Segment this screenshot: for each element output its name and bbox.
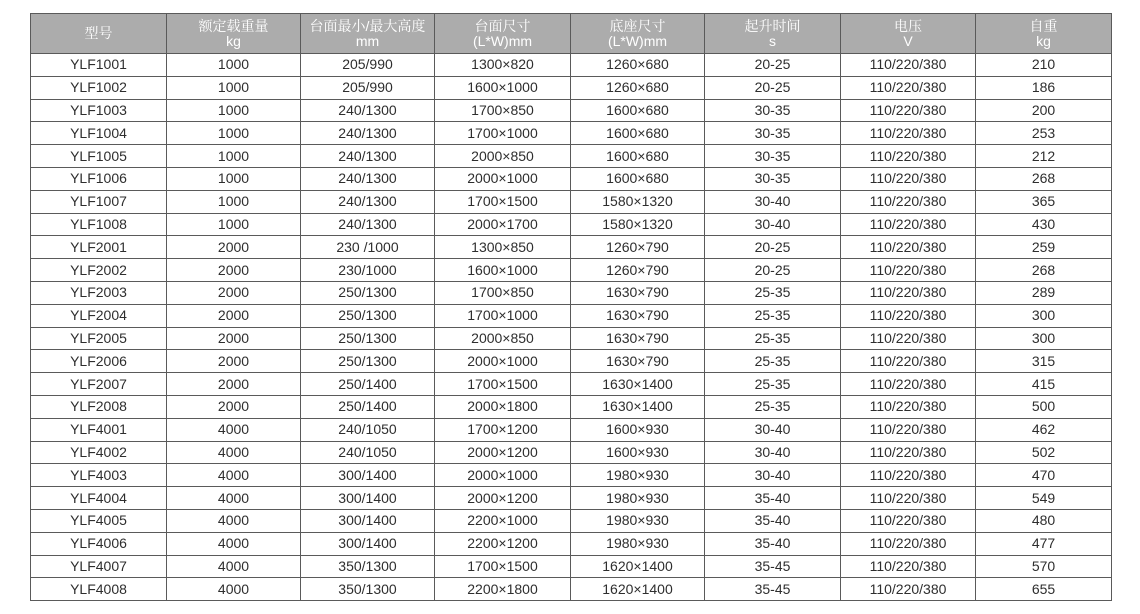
table-cell: 350/1300 bbox=[301, 555, 435, 578]
table-cell: 470 bbox=[976, 464, 1112, 487]
table-cell: 570 bbox=[976, 555, 1112, 578]
table-cell: 240/1050 bbox=[301, 441, 435, 464]
table-cell: 35-40 bbox=[705, 509, 841, 532]
table-cell: 240/1300 bbox=[301, 145, 435, 168]
spec-table bbox=[30, 13, 1112, 601]
table-cell: YLF1002 bbox=[31, 76, 167, 99]
table-cell: 110/220/380 bbox=[841, 54, 976, 77]
table-row bbox=[31, 259, 1112, 282]
table-cell: 4000 bbox=[167, 464, 301, 487]
table-cell: 110/220/380 bbox=[841, 350, 976, 373]
table-cell: 110/220/380 bbox=[841, 190, 976, 213]
table-row bbox=[31, 281, 1112, 304]
table-cell: 500 bbox=[976, 395, 1112, 418]
table-cell: 1000 bbox=[167, 122, 301, 145]
table-row bbox=[31, 99, 1112, 122]
table-cell: 2200×1200 bbox=[435, 532, 571, 555]
table-cell: 110/220/380 bbox=[841, 532, 976, 555]
table-cell: 4000 bbox=[167, 441, 301, 464]
table-cell: 25-35 bbox=[705, 281, 841, 304]
table-cell: 25-35 bbox=[705, 395, 841, 418]
table-row bbox=[31, 532, 1112, 555]
table-cell: 240/1300 bbox=[301, 167, 435, 190]
column-header-title: 电压 bbox=[894, 17, 922, 34]
table-cell: 2000 bbox=[167, 281, 301, 304]
table-row bbox=[31, 190, 1112, 213]
table-cell: 186 bbox=[976, 76, 1112, 99]
table-cell: 200 bbox=[976, 99, 1112, 122]
table-cell: 4000 bbox=[167, 487, 301, 510]
table-row bbox=[31, 555, 1112, 578]
column-header-unit: (L*W)mm bbox=[607, 32, 668, 49]
table-row bbox=[31, 145, 1112, 168]
table-cell: 1700×850 bbox=[435, 281, 571, 304]
table-cell: 1300×820 bbox=[435, 54, 571, 77]
table-cell: 1000 bbox=[167, 99, 301, 122]
table-cell: YLF4003 bbox=[31, 464, 167, 487]
table-cell: YLF1003 bbox=[31, 99, 167, 122]
table-cell: 1000 bbox=[167, 76, 301, 99]
table-cell: 1700×1000 bbox=[435, 122, 571, 145]
table-row bbox=[31, 76, 1112, 99]
table-row bbox=[31, 395, 1112, 418]
table-cell: YLF4004 bbox=[31, 487, 167, 510]
table-row bbox=[31, 304, 1112, 327]
table-cell: YLF1007 bbox=[31, 190, 167, 213]
table-cell: 1980×930 bbox=[571, 464, 705, 487]
table-cell: 1600×1000 bbox=[435, 76, 571, 99]
table-cell: 1620×1400 bbox=[571, 578, 705, 601]
table-cell: 250/1300 bbox=[301, 304, 435, 327]
table-cell: 25-35 bbox=[705, 350, 841, 373]
table-cell: YLF1004 bbox=[31, 122, 167, 145]
column-header bbox=[976, 14, 1112, 54]
table-cell: 250/1300 bbox=[301, 350, 435, 373]
table-cell: 1630×1400 bbox=[571, 373, 705, 396]
column-header-unit: V bbox=[903, 32, 913, 49]
table-cell: 1620×1400 bbox=[571, 555, 705, 578]
table-cell: 35-40 bbox=[705, 532, 841, 555]
table-cell: 35-45 bbox=[705, 555, 841, 578]
table-cell: 210 bbox=[976, 54, 1112, 77]
table-cell: 300 bbox=[976, 327, 1112, 350]
table-cell: 250/1300 bbox=[301, 327, 435, 350]
table-cell: 1700×1500 bbox=[435, 555, 571, 578]
table-cell: YLF2005 bbox=[31, 327, 167, 350]
table-cell: 268 bbox=[976, 259, 1112, 282]
table-cell: 655 bbox=[976, 578, 1112, 601]
table-cell: 240/1300 bbox=[301, 99, 435, 122]
column-header bbox=[705, 14, 841, 54]
table-row bbox=[31, 418, 1112, 441]
table-cell: 205/990 bbox=[301, 76, 435, 99]
table-cell: YLF1008 bbox=[31, 213, 167, 236]
table-cell: 30-40 bbox=[705, 418, 841, 441]
table-cell: 110/220/380 bbox=[841, 304, 976, 327]
table-cell: 30-35 bbox=[705, 99, 841, 122]
table-cell: 25-35 bbox=[705, 327, 841, 350]
table-cell: 2000 bbox=[167, 327, 301, 350]
table-cell: 1980×930 bbox=[571, 487, 705, 510]
table-cell: 1000 bbox=[167, 145, 301, 168]
table-cell: 1000 bbox=[167, 190, 301, 213]
table-cell: 1300×850 bbox=[435, 236, 571, 259]
table-cell: YLF1001 bbox=[31, 54, 167, 77]
table-cell: 2000 bbox=[167, 236, 301, 259]
table-cell: 300 bbox=[976, 304, 1112, 327]
table-cell: 2000 bbox=[167, 304, 301, 327]
table-cell: 25-35 bbox=[705, 373, 841, 396]
table-row bbox=[31, 350, 1112, 373]
table-cell: 240/1300 bbox=[301, 122, 435, 145]
table-cell: 4000 bbox=[167, 418, 301, 441]
column-header bbox=[31, 14, 167, 54]
table-cell: 289 bbox=[976, 281, 1112, 304]
table-cell: 2000 bbox=[167, 350, 301, 373]
column-header bbox=[435, 14, 571, 54]
table-cell: 1000 bbox=[167, 213, 301, 236]
table-cell: 502 bbox=[976, 441, 1112, 464]
table-cell: 1700×1500 bbox=[435, 373, 571, 396]
table-row bbox=[31, 54, 1112, 77]
table-cell: 250/1400 bbox=[301, 373, 435, 396]
table-cell: 110/220/380 bbox=[841, 395, 976, 418]
column-header-title: 额定载重量 bbox=[198, 17, 269, 34]
table-cell: YLF4005 bbox=[31, 509, 167, 532]
table-cell: 110/220/380 bbox=[841, 441, 976, 464]
table-row bbox=[31, 122, 1112, 145]
table-cell: 1600×680 bbox=[571, 99, 705, 122]
table-cell: 30-35 bbox=[705, 122, 841, 145]
table-cell: 1600×680 bbox=[571, 122, 705, 145]
column-header bbox=[301, 14, 435, 54]
table-cell: 110/220/380 bbox=[841, 327, 976, 350]
table-cell: 2000×1700 bbox=[435, 213, 571, 236]
table-cell: YLF4007 bbox=[31, 555, 167, 578]
table-cell: 110/220/380 bbox=[841, 122, 976, 145]
table-cell: YLF2003 bbox=[31, 281, 167, 304]
table-cell: 110/220/380 bbox=[841, 99, 976, 122]
table-cell: YLF2006 bbox=[31, 350, 167, 373]
table-cell: 250/1300 bbox=[301, 281, 435, 304]
table-cell: 240/1300 bbox=[301, 190, 435, 213]
table-cell: 1600×1000 bbox=[435, 259, 571, 282]
table-cell: 1580×1320 bbox=[571, 213, 705, 236]
table-cell: 480 bbox=[976, 509, 1112, 532]
table-cell: YLF2004 bbox=[31, 304, 167, 327]
table-cell: YLF2008 bbox=[31, 395, 167, 418]
table-cell: 350/1300 bbox=[301, 578, 435, 601]
table-cell: 110/220/380 bbox=[841, 281, 976, 304]
table-cell: 230 /1000 bbox=[301, 236, 435, 259]
table-cell: 300/1400 bbox=[301, 532, 435, 555]
table-cell: 35-45 bbox=[705, 578, 841, 601]
table-cell: 110/220/380 bbox=[841, 213, 976, 236]
table-cell: 1630×790 bbox=[571, 350, 705, 373]
table-cell: 2000×1000 bbox=[435, 350, 571, 373]
table-cell: YLF4006 bbox=[31, 532, 167, 555]
table-cell: 268 bbox=[976, 167, 1112, 190]
table-cell: 415 bbox=[976, 373, 1112, 396]
table-cell: 1980×930 bbox=[571, 532, 705, 555]
table-cell: 4000 bbox=[167, 509, 301, 532]
table-cell: YLF4002 bbox=[31, 441, 167, 464]
table-cell: 110/220/380 bbox=[841, 555, 976, 578]
table-cell: 2000 bbox=[167, 395, 301, 418]
column-header-unit: s bbox=[769, 32, 776, 49]
table-row bbox=[31, 464, 1112, 487]
table-cell: 2000×1800 bbox=[435, 395, 571, 418]
table-cell: 110/220/380 bbox=[841, 418, 976, 441]
table-cell: YLF1005 bbox=[31, 145, 167, 168]
table-cell: YLF4008 bbox=[31, 578, 167, 601]
table-cell: 110/220/380 bbox=[841, 236, 976, 259]
column-header-title: 型号 bbox=[84, 25, 113, 41]
table-cell: 2000×1000 bbox=[435, 167, 571, 190]
table-cell: 20-25 bbox=[705, 54, 841, 77]
table-cell: 1630×1400 bbox=[571, 395, 705, 418]
table-cell: 110/220/380 bbox=[841, 76, 976, 99]
column-header bbox=[841, 14, 976, 54]
table-cell: 1700×850 bbox=[435, 99, 571, 122]
table-cell: YLF1006 bbox=[31, 167, 167, 190]
table-cell: 30-35 bbox=[705, 167, 841, 190]
table-cell: 1260×680 bbox=[571, 54, 705, 77]
table-cell: 300/1400 bbox=[301, 509, 435, 532]
table-cell: 110/220/380 bbox=[841, 373, 976, 396]
table-cell: 110/220/380 bbox=[841, 487, 976, 510]
table-cell: 430 bbox=[976, 213, 1112, 236]
table-cell: 25-35 bbox=[705, 304, 841, 327]
table-cell: 30-35 bbox=[705, 145, 841, 168]
table-cell: 1630×790 bbox=[571, 304, 705, 327]
table-cell: 315 bbox=[976, 350, 1112, 373]
table-cell: 477 bbox=[976, 532, 1112, 555]
table-cell: 30-40 bbox=[705, 213, 841, 236]
table-row bbox=[31, 327, 1112, 350]
table-cell: 2200×1000 bbox=[435, 509, 571, 532]
table-cell: 110/220/380 bbox=[841, 259, 976, 282]
table-row bbox=[31, 167, 1112, 190]
table-row bbox=[31, 487, 1112, 510]
table-cell: 2000×1200 bbox=[435, 441, 571, 464]
table-cell: YLF4001 bbox=[31, 418, 167, 441]
table-cell: 240/1300 bbox=[301, 213, 435, 236]
column-header-unit: kg bbox=[1036, 32, 1051, 49]
table-cell: 259 bbox=[976, 236, 1112, 259]
table-cell: 1260×680 bbox=[571, 76, 705, 99]
table-cell: 230/1000 bbox=[301, 259, 435, 282]
table-cell: YLF2002 bbox=[31, 259, 167, 282]
column-header-unit: (L*W)mm bbox=[472, 32, 533, 49]
table-cell: 2000 bbox=[167, 373, 301, 396]
table-cell: 1580×1320 bbox=[571, 190, 705, 213]
table-cell: 2000×850 bbox=[435, 327, 571, 350]
table-cell: 110/220/380 bbox=[841, 578, 976, 601]
table-cell: 300/1400 bbox=[301, 464, 435, 487]
table-cell: 1630×790 bbox=[571, 327, 705, 350]
table-cell: 1700×1000 bbox=[435, 304, 571, 327]
table-cell: 240/1050 bbox=[301, 418, 435, 441]
table-cell: 110/220/380 bbox=[841, 145, 976, 168]
table-cell: 110/220/380 bbox=[841, 167, 976, 190]
table-cell: YLF2001 bbox=[31, 236, 167, 259]
table-cell: 1000 bbox=[167, 167, 301, 190]
table-cell: 205/990 bbox=[301, 54, 435, 77]
header-row bbox=[31, 14, 1112, 54]
table-cell: 1260×790 bbox=[571, 236, 705, 259]
table-cell: 20-25 bbox=[705, 259, 841, 282]
table-cell: 2000×1000 bbox=[435, 464, 571, 487]
table-cell: 30-40 bbox=[705, 190, 841, 213]
table-cell: 2200×1800 bbox=[435, 578, 571, 601]
column-header-title: 起升时间 bbox=[744, 17, 801, 34]
table-row bbox=[31, 213, 1112, 236]
table-cell: 2000×850 bbox=[435, 145, 571, 168]
table-cell: 253 bbox=[976, 122, 1112, 145]
table-row bbox=[31, 441, 1112, 464]
table-cell: 1600×680 bbox=[571, 145, 705, 168]
table-cell: 1600×930 bbox=[571, 441, 705, 464]
table-cell: 1700×1500 bbox=[435, 190, 571, 213]
table-cell: 1630×790 bbox=[571, 281, 705, 304]
table-cell: 1700×1200 bbox=[435, 418, 571, 441]
column-header-title: 自重 bbox=[1029, 17, 1058, 34]
column-header bbox=[167, 14, 301, 54]
table-cell: YLF2007 bbox=[31, 373, 167, 396]
table-cell: 35-40 bbox=[705, 487, 841, 510]
table-cell: 549 bbox=[976, 487, 1112, 510]
table-cell: 1600×930 bbox=[571, 418, 705, 441]
table-cell: 2000×1200 bbox=[435, 487, 571, 510]
table-cell: 300/1400 bbox=[301, 487, 435, 510]
table-cell: 365 bbox=[976, 190, 1112, 213]
table-cell: 20-25 bbox=[705, 76, 841, 99]
column-header-title: 台面最小/最大高度 bbox=[309, 17, 426, 34]
column-header bbox=[571, 14, 705, 54]
table-cell: 212 bbox=[976, 145, 1112, 168]
table-row bbox=[31, 509, 1112, 532]
table-cell: 110/220/380 bbox=[841, 509, 976, 532]
table-body bbox=[31, 54, 1112, 601]
column-header-unit: mm bbox=[355, 32, 380, 49]
table-cell: 250/1400 bbox=[301, 395, 435, 418]
column-header-unit: kg bbox=[226, 32, 241, 49]
table-row bbox=[31, 373, 1112, 396]
table-cell: 4000 bbox=[167, 578, 301, 601]
table-cell: 1980×930 bbox=[571, 509, 705, 532]
table-cell: 462 bbox=[976, 418, 1112, 441]
column-header-title: 台面尺寸 bbox=[474, 17, 531, 34]
table-cell: 4000 bbox=[167, 555, 301, 578]
table-row bbox=[31, 578, 1112, 601]
table-cell: 1000 bbox=[167, 54, 301, 77]
table-cell: 20-25 bbox=[705, 236, 841, 259]
table-cell: 1600×680 bbox=[571, 167, 705, 190]
table-cell: 4000 bbox=[167, 532, 301, 555]
table-row bbox=[31, 236, 1112, 259]
table-cell: 2000 bbox=[167, 259, 301, 282]
table-cell: 30-40 bbox=[705, 464, 841, 487]
table-cell: 1260×790 bbox=[571, 259, 705, 282]
column-header-title: 底座尺寸 bbox=[609, 17, 666, 34]
table-cell: 30-40 bbox=[705, 441, 841, 464]
table-cell: 110/220/380 bbox=[841, 464, 976, 487]
table-header bbox=[31, 14, 1112, 54]
